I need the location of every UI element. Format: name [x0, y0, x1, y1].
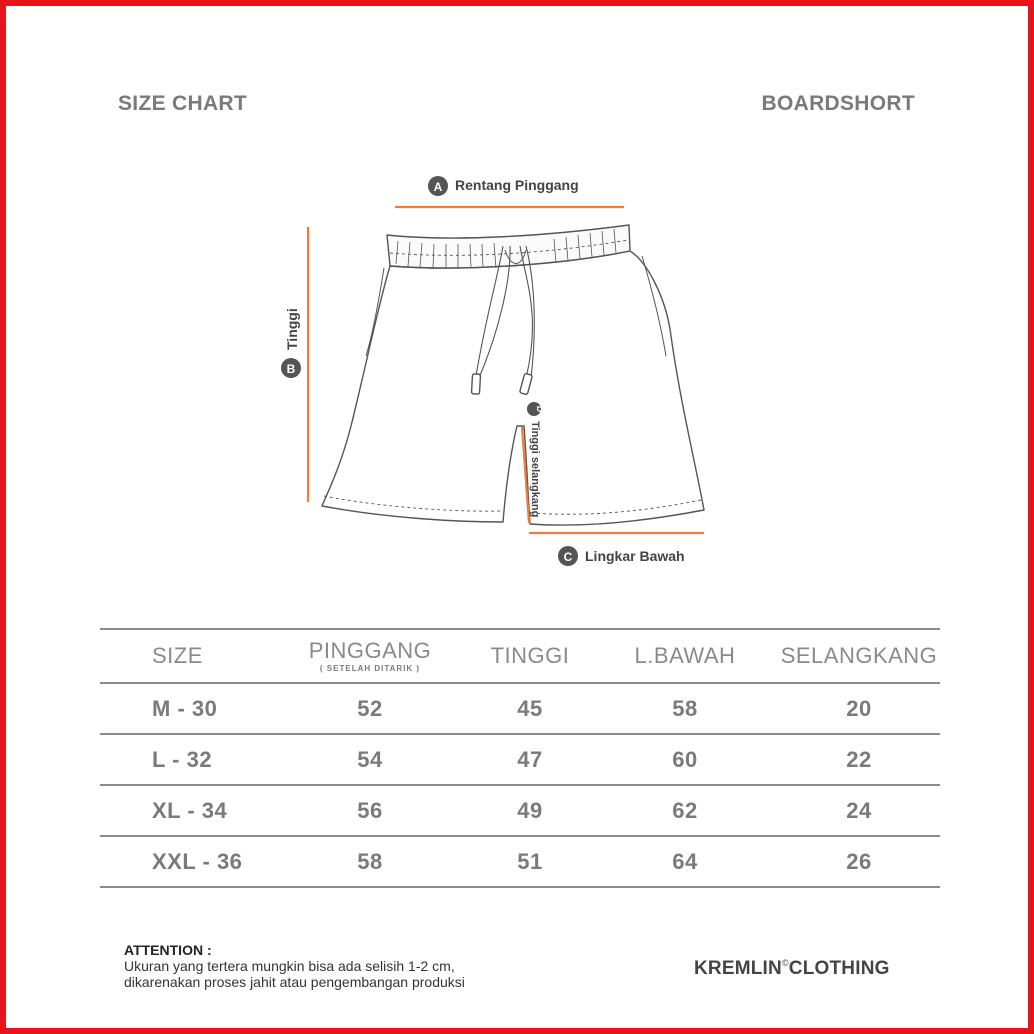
- table-header-row: [100, 628, 940, 684]
- attention-line-1: Ukuran yang tertera mungkin bisa ada selisih 1-2 cm,: [124, 958, 455, 974]
- cell-tinggi: 45: [517, 695, 543, 721]
- cell-pinggang: 56: [357, 797, 383, 823]
- cell-pinggang: 52: [357, 695, 383, 721]
- cell-size: XXL - 36: [152, 848, 243, 874]
- badge-letter-d: D: [535, 405, 545, 413]
- header-pinggang-note: ( SETELAH DITARIK ): [319, 663, 421, 673]
- header-tinggi: TINGGI: [490, 643, 570, 668]
- attention-line-2: dikarenakan proses jahit atau pengembangan produksi: [124, 974, 465, 990]
- badge-letter-a: A: [433, 180, 443, 194]
- header-pinggang-label: PINGGANG: [308, 637, 432, 663]
- cell-lbawah: 60: [672, 746, 698, 772]
- header-pinggang: [290, 630, 450, 682]
- cell-size: M - 30: [152, 695, 218, 721]
- cell-selangkang: 24: [846, 797, 872, 823]
- copyright-symbol: ©: [781, 958, 789, 968]
- label-lingkar-bawah: [558, 546, 685, 566]
- attention-title: ATTENTION :: [124, 942, 212, 958]
- table-row: [100, 837, 940, 888]
- label-text-c: Lingkar Bawah: [585, 548, 685, 564]
- cell-selangkang: 26: [846, 848, 872, 874]
- cell-tinggi: 51: [517, 848, 543, 874]
- header-selangkang: SELANGKANG: [780, 643, 938, 668]
- cell-tinggi: 47: [517, 746, 543, 772]
- label-text-d: Tinggi selangkang: [529, 421, 541, 518]
- label-text-b: Tinggi: [284, 308, 300, 350]
- table-row: [100, 786, 940, 837]
- cell-size: L - 32: [152, 746, 213, 772]
- cell-lbawah: 64: [672, 848, 698, 874]
- cell-pinggang: 54: [357, 746, 383, 772]
- waistband: [387, 225, 630, 268]
- badge-letter-c: C: [563, 550, 573, 564]
- header-lbawah: L.BAWAH: [634, 643, 736, 668]
- shorts-illustration: [322, 225, 704, 525]
- label-tinggi-selangkang: [527, 402, 545, 517]
- cell-tinggi: 49: [517, 797, 543, 823]
- cell-size: XL - 34: [152, 797, 228, 823]
- brand-name-left: KREMLIN: [694, 958, 782, 979]
- cell-selangkang: 22: [846, 746, 872, 772]
- cell-pinggang: 58: [357, 848, 383, 874]
- label-text-a: Rentang Pinggang: [455, 177, 579, 193]
- product-type-title: BOARDSHORT: [761, 92, 915, 115]
- shorts-body: [322, 251, 704, 525]
- cell-selangkang: 20: [846, 695, 872, 721]
- table-row: [100, 735, 940, 786]
- label-tinggi: [281, 308, 301, 378]
- size-chart-title: SIZE CHART: [118, 92, 247, 115]
- label-rentang-pinggang: [428, 176, 579, 196]
- cell-lbawah: 58: [672, 695, 698, 721]
- header-size: SIZE: [152, 643, 203, 668]
- cell-lbawah: 62: [672, 797, 698, 823]
- size-table: [100, 628, 940, 888]
- brand-logo: [694, 958, 890, 980]
- attention-note: [124, 942, 465, 990]
- brand-name-right: CLOTHING: [788, 958, 890, 979]
- table-row: [100, 684, 940, 735]
- badge-letter-b: B: [286, 362, 296, 376]
- boardshort-diagram: [6, 6, 1034, 606]
